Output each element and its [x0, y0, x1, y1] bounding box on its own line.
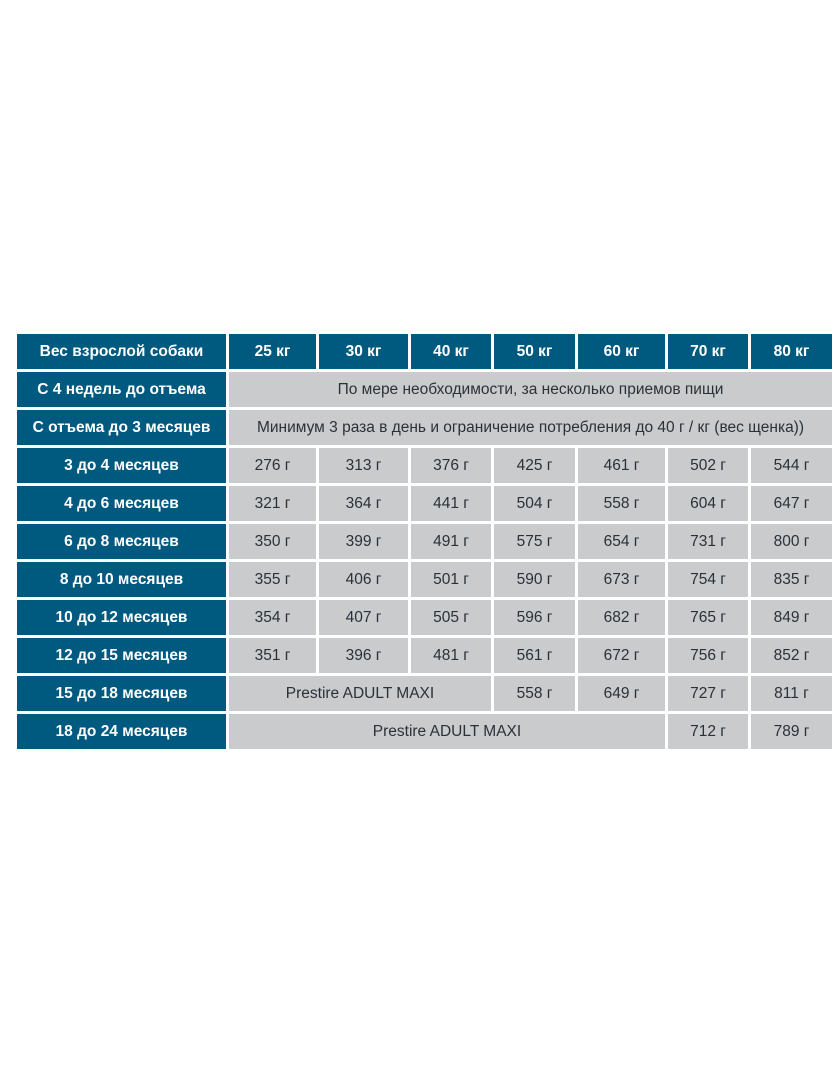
header-weight-40: 40 кг — [411, 334, 491, 369]
table-cell: 321 г — [229, 486, 316, 521]
table-cell: 852 г — [751, 638, 832, 673]
table-cell: 407 г — [319, 600, 408, 635]
table-cell: 502 г — [668, 448, 748, 483]
table-cell: 355 г — [229, 562, 316, 597]
table-cell: 789 г — [751, 714, 832, 749]
row-note: Prestire ADULT MAXI — [229, 676, 491, 711]
table-row — [17, 638, 832, 673]
row-label: 10 до 12 месяцев — [17, 600, 226, 635]
table-cell: 399 г — [319, 524, 408, 559]
table-cell: 313 г — [319, 448, 408, 483]
table-cell: 558 г — [578, 486, 665, 521]
row-label: 3 до 4 месяцев — [17, 448, 226, 483]
table-cell: 558 г — [494, 676, 575, 711]
table-cell: 672 г — [578, 638, 665, 673]
header-weight-70: 70 кг — [668, 334, 748, 369]
table-cell: 276 г — [229, 448, 316, 483]
table-cell: 575 г — [494, 524, 575, 559]
row-label: 15 до 18 месяцев — [17, 676, 226, 711]
table-cell: 481 г — [411, 638, 491, 673]
table-cell: 406 г — [319, 562, 408, 597]
row-label: 18 до 24 месяцев — [17, 714, 226, 749]
row-note: По мере необходимости, за несколько приемов пищи — [229, 372, 832, 407]
header-weight-60: 60 кг — [578, 334, 665, 369]
table-cell: 501 г — [411, 562, 491, 597]
table-cell: 731 г — [668, 524, 748, 559]
row-note: Prestire ADULT MAXI — [229, 714, 665, 749]
header-weight-50: 50 кг — [494, 334, 575, 369]
row-note: Минимум 3 раза в день и ограничение потребления до 40 г / кг (вес щенка)) — [229, 410, 832, 445]
table-cell: 425 г — [494, 448, 575, 483]
feeding-table — [14, 331, 835, 752]
table-cell: 441 г — [411, 486, 491, 521]
table-cell: 654 г — [578, 524, 665, 559]
row-label: 4 до 6 месяцев — [17, 486, 226, 521]
table-cell: 351 г — [229, 638, 316, 673]
header-row — [17, 334, 832, 369]
table-cell: 491 г — [411, 524, 491, 559]
table-cell: 376 г — [411, 448, 491, 483]
header-weight-80: 80 кг — [751, 334, 832, 369]
table-cell: 590 г — [494, 562, 575, 597]
row-label: С отъема до 3 месяцев — [17, 410, 226, 445]
table-cell: 364 г — [319, 486, 408, 521]
table-cell: 596 г — [494, 600, 575, 635]
header-label: Вес взрослой собаки — [17, 334, 226, 369]
table-row — [17, 448, 832, 483]
table-cell: 765 г — [668, 600, 748, 635]
table-cell: 682 г — [578, 600, 665, 635]
table-cell: 505 г — [411, 600, 491, 635]
table-cell: 647 г — [751, 486, 832, 521]
row-label: С 4 недель до отъема — [17, 372, 226, 407]
table-row — [17, 524, 832, 559]
table-cell: 800 г — [751, 524, 832, 559]
table-cell: 561 г — [494, 638, 575, 673]
table-cell: 461 г — [578, 448, 665, 483]
table-cell: 727 г — [668, 676, 748, 711]
row-label: 12 до 15 месяцев — [17, 638, 226, 673]
row-label: 6 до 8 месяцев — [17, 524, 226, 559]
table-cell: 396 г — [319, 638, 408, 673]
table-row — [17, 372, 832, 407]
table-cell: 673 г — [578, 562, 665, 597]
table-row — [17, 410, 832, 445]
header-weight-25: 25 кг — [229, 334, 316, 369]
table-cell: 354 г — [229, 600, 316, 635]
table-row — [17, 486, 832, 521]
table-cell: 544 г — [751, 448, 832, 483]
table-row — [17, 562, 832, 597]
header-weight-30: 30 кг — [319, 334, 408, 369]
table-row — [17, 714, 832, 749]
table-cell: 504 г — [494, 486, 575, 521]
table-cell: 604 г — [668, 486, 748, 521]
table-cell: 712 г — [668, 714, 748, 749]
table-row — [17, 676, 832, 711]
row-label: 8 до 10 месяцев — [17, 562, 226, 597]
table-cell: 849 г — [751, 600, 832, 635]
table-cell: 649 г — [578, 676, 665, 711]
table-cell: 756 г — [668, 638, 748, 673]
table-cell: 811 г — [751, 676, 832, 711]
table-cell: 754 г — [668, 562, 748, 597]
table-row — [17, 600, 832, 635]
table-cell: 835 г — [751, 562, 832, 597]
table-cell: 350 г — [229, 524, 316, 559]
